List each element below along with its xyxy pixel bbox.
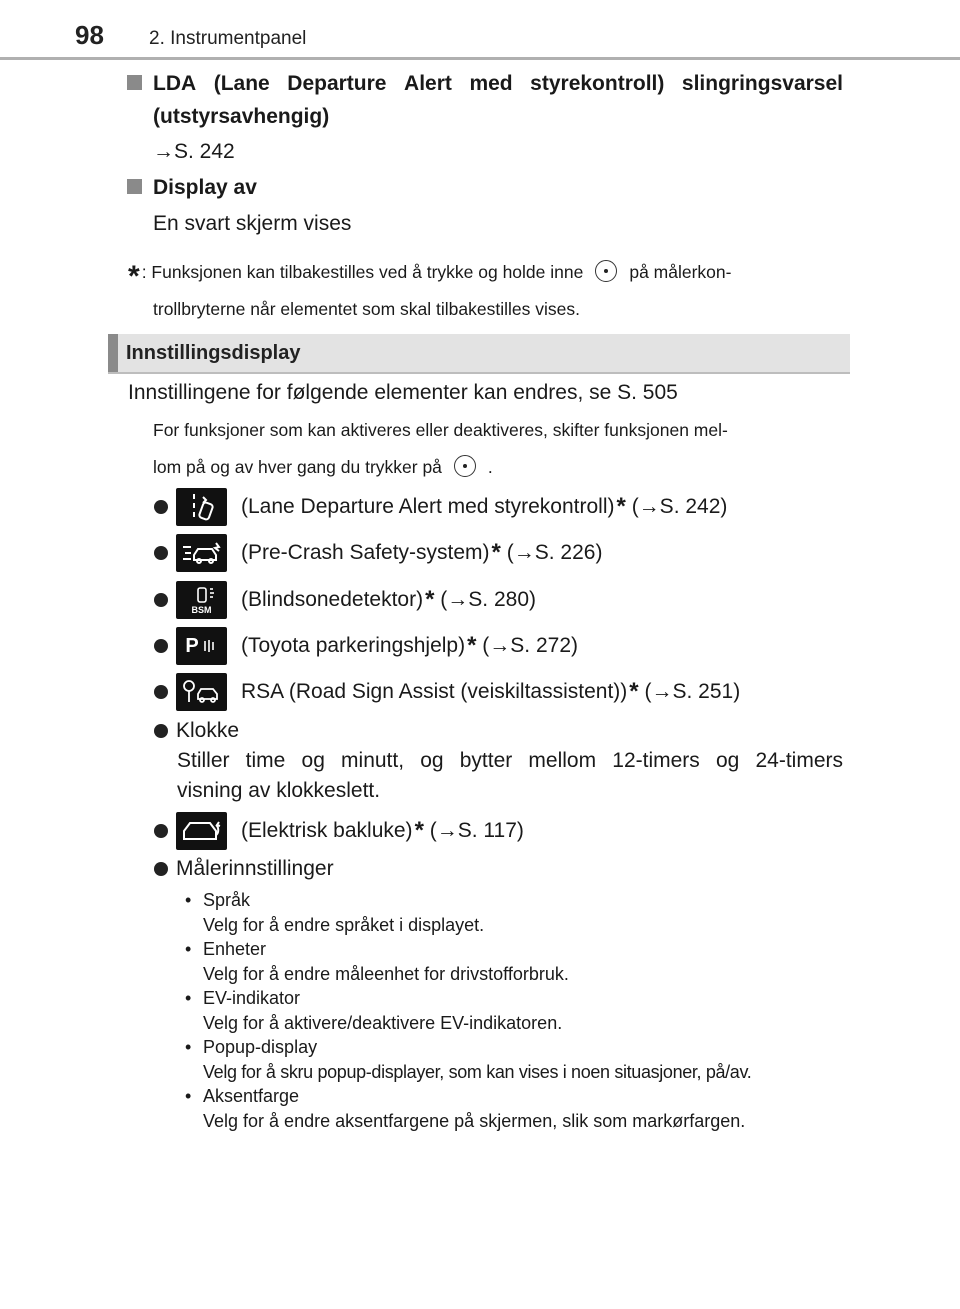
section-note-line1: For funksjoner som kan aktiveres eller deaktiveres, skifter funksjonen mel- [153, 420, 728, 440]
lda-page-ref: →S. 242 [153, 140, 235, 163]
section-intro: Innstillingene for følgende elementer kan endres, se S. 505 [128, 381, 678, 404]
bullet-dot [154, 685, 168, 699]
bullet-dot [154, 593, 168, 607]
bullet-dot [154, 862, 168, 876]
lda-title-line1: LDA (Lane Departure Alert med styrekontroll) slingringsvarsel [127, 67, 843, 100]
lane-departure-icon [176, 488, 227, 526]
lda-title-line2: (utstyrsavhengig) [153, 105, 330, 128]
bullet-dot [154, 639, 168, 653]
bullet-dot [154, 546, 168, 560]
list-item-lda: (Lane Departure Alert med styrekontroll) * (→S. 242) [154, 487, 727, 527]
display-off-body: En svart skjerm vises [153, 212, 352, 235]
list-item-clock: Klokke [154, 711, 239, 751]
bullet-dot [154, 824, 168, 838]
road-sign-assist-icon [176, 673, 227, 711]
footnote: * : Funksjonen kan tilbakestilles ved å trykke og holde inne på målerkon- trollbryterne når elementet som skal tilbakestilles vises. [128, 260, 732, 319]
meter-control-button-icon [595, 260, 617, 282]
list-item-pcs: (Pre-Crash Safety-system) * (→S. 226) [154, 533, 602, 573]
square-bullet-icon [127, 75, 142, 90]
meter-control-button-icon [454, 455, 476, 477]
sub-item-popup-display: • Popup-display Velg for å skru popup-displayer, som kan vises i noen situasjoner, på/av. [183, 1035, 863, 1084]
pre-crash-icon [176, 534, 227, 572]
power-back-door-icon [176, 812, 227, 850]
header-divider [0, 57, 960, 60]
sub-item-language: • Språk Velg for å endre språket i displayet. [183, 888, 863, 937]
sub-item-accent-color: • Aksentfarge Velg for å endre aksentfargene på skjermen, slik som markørfargen. [183, 1084, 863, 1133]
section-title: Innstillingsdisplay [126, 342, 301, 364]
section-banner [108, 334, 850, 374]
list-item-rsa: RSA (Road Sign Assist (veiskiltassistent)) * (→S. 251) [154, 672, 740, 712]
list-item-backdoor: (Elektrisk bakluke) * (→S. 117) [154, 811, 524, 851]
lda-heading [127, 67, 843, 133]
page-number: 98 [75, 20, 104, 50]
sub-item-ev-indicator: • EV-indikator Velg for å aktivere/deaktivere EV-indikatoren. [183, 986, 863, 1035]
meter-settings-list [183, 888, 863, 1133]
chapter-title: 2. Instrumentpanel [149, 28, 307, 49]
bullet-dot [154, 724, 168, 738]
square-bullet-icon [127, 179, 142, 194]
section-note-line2: lom på og av hver gang du trykker på . [153, 457, 493, 477]
clock-description: Stiller time og minutt, og bytter mellom 12-timers og 24-timers visning av klokkeslett. [177, 749, 843, 802]
list-item-parking: P (Toyota parkeringshjelp) * (→S. 272) [154, 626, 578, 666]
list-item-bsm: BSM (Blindsonedetektor) * (→S. 280) [154, 580, 536, 620]
bsm-icon: BSM [176, 581, 227, 619]
display-off-heading: Display av [127, 171, 257, 204]
sub-item-units: • Enheter Velg for å endre måleenhet for drivstofforbruk. [183, 937, 863, 986]
list-item-meter-settings: Målerinnstillinger [154, 849, 334, 889]
parking-assist-icon: P [176, 627, 227, 665]
bullet-dot [154, 500, 168, 514]
